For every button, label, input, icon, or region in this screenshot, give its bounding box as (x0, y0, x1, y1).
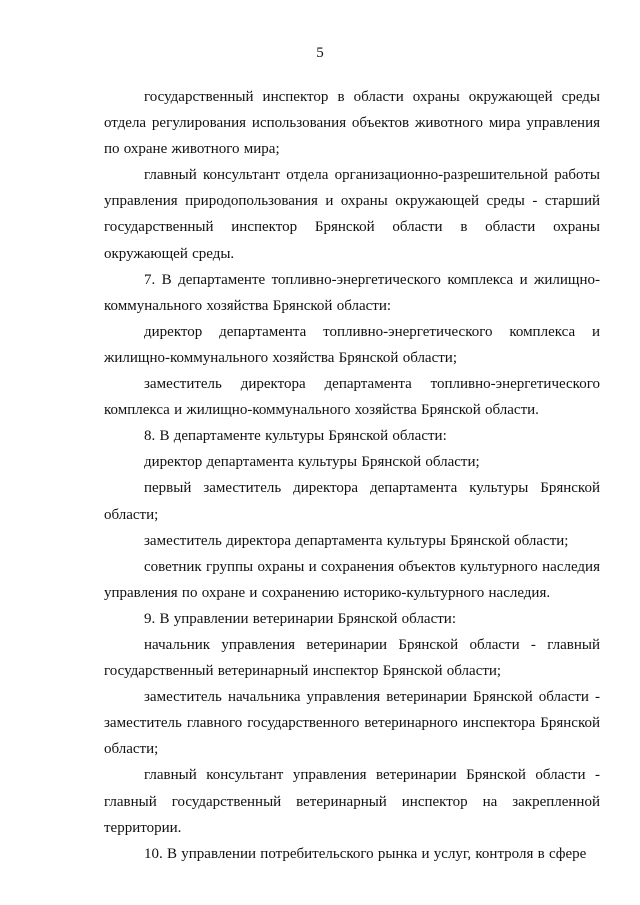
section-heading-veterinary: 9. В управлении ветеринарии Брянской области: (144, 610, 456, 627)
paragraph-deputy-director-fuel-energy: заместитель директора департамента топливно-энергетического комплекса и жилищно-коммунального хозяйства Брянской области. (104, 376, 600, 419)
paragraph-first-deputy-culture: первый заместитель директора департамента культуры Брянской области; (104, 480, 600, 523)
page-number: 5 (316, 45, 324, 61)
paragraph-deputy-head-veterinary: заместитель начальника управления ветеринарии Брянской области - заместитель главного государственного ветеринарного инспектора Брянской области; (104, 689, 600, 758)
paragraph-head-veterinary: начальник управления ветеринарии Брянской области - главный государственный ветеринарный инспектор Брянской области; (104, 636, 600, 680)
paragraph-chief-consultant-nature: главный консультант отдела организационно-разрешительной работы управления природопользования и охраны окружающей среды - старший государственный инспектор Брянской области в области охраны окружающей среды. (104, 167, 600, 262)
paragraph-director-fuel-energy: директор департамента топливно-энергетического комплекса и жилищно-коммунального хозяйства Брянской области; (104, 323, 600, 366)
paragraph-advisor-heritage: советник группы охраны и сохранения объектов культурного наследия управления по охране и сохранению историко-культурного наследия. (104, 558, 600, 601)
document-body (104, 84, 600, 867)
paragraph-director-culture: директор департамента культуры Брянской области; (144, 454, 480, 471)
paragraph-deputy-director-culture: заместитель директора департамента культуры Брянской области; (144, 532, 569, 549)
paragraph-inspector-wildlife: государственный инспектор в области охраны окружающей среды отдела регулирования использования объектов животного мира управления по охране животного мира; (104, 89, 600, 158)
section-heading-consumer-market: 10. В управлении потребительского рынка и услуг, контроля в сфере (144, 845, 587, 862)
section-heading-fuel-energy: 7. В департаменте топливно-энергетического комплекса и жилищно-коммунального хозяйства Брянской области: (104, 271, 600, 314)
paragraph-chief-consultant-veterinary: главный консультант управления ветеринарии Брянской области - главный государственный ветеринарный инспектор на закрепленной территории. (104, 767, 600, 836)
section-heading-culture: 8. В департаменте культуры Брянской области: (144, 428, 447, 445)
